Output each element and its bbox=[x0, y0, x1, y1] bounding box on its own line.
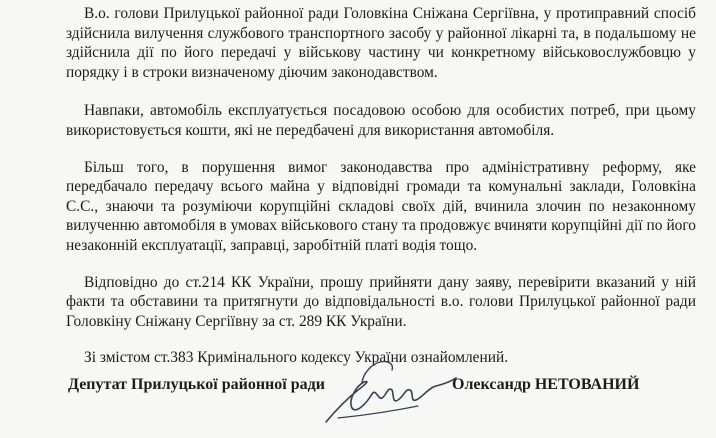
signatory-name: Олександр НЕТОВАНИЙ bbox=[452, 376, 640, 393]
paragraph-4: Відповідно до ст.214 КК України, прошу прийняти дану заяву, перевірити вказаний у ній факти та обставини та притягнути до відповідальності в.о. голови Прилуцької районної ради Головкіну Сніжану Сергіївну за ст. 289 КК України. bbox=[66, 273, 696, 330]
signature-block bbox=[68, 372, 708, 432]
handwritten-signature bbox=[318, 360, 458, 432]
paragraph-1: В.о. голови Прилуцької районної ради Головкіна Сніжана Сергіївна, у протиправний спосіб здійснила вилучення службового транспортного засобу у районної лікарні та, в подальшому не здійснила дії по його передачі у військову частину чи конкретному військовослужбовцю у порядку і в строки визначеному діючим законодавством. bbox=[66, 5, 696, 81]
paragraph-3: Більш того, в порушення вимог законодавства про адміністративну реформу, яке передбачало передачу всього майна у відповідні громади та комунальні заклади, Головкіна С.С., знаючи та розуміючи корупційні складові своїх дій, вчинила злочин по незаконному вилученню автомобіля в умовах військового стану та продовжує вчиняти корупційні дії по його незаконній експлуатації, заправці, заробітній платі водія тощо. bbox=[66, 158, 696, 254]
paragraph-2: Навпаки, автомобіль експлуатується посадовою особою для особистих потреб, при цьому використовується кошти, які не передбачені для використання автомобіля. bbox=[66, 102, 696, 139]
legal-notice: Зі змістом ст.383 Кримінального кодексу України ознайомлений. bbox=[84, 349, 509, 367]
signatory-role: Депутат Прилуцької районної ради bbox=[68, 376, 325, 393]
